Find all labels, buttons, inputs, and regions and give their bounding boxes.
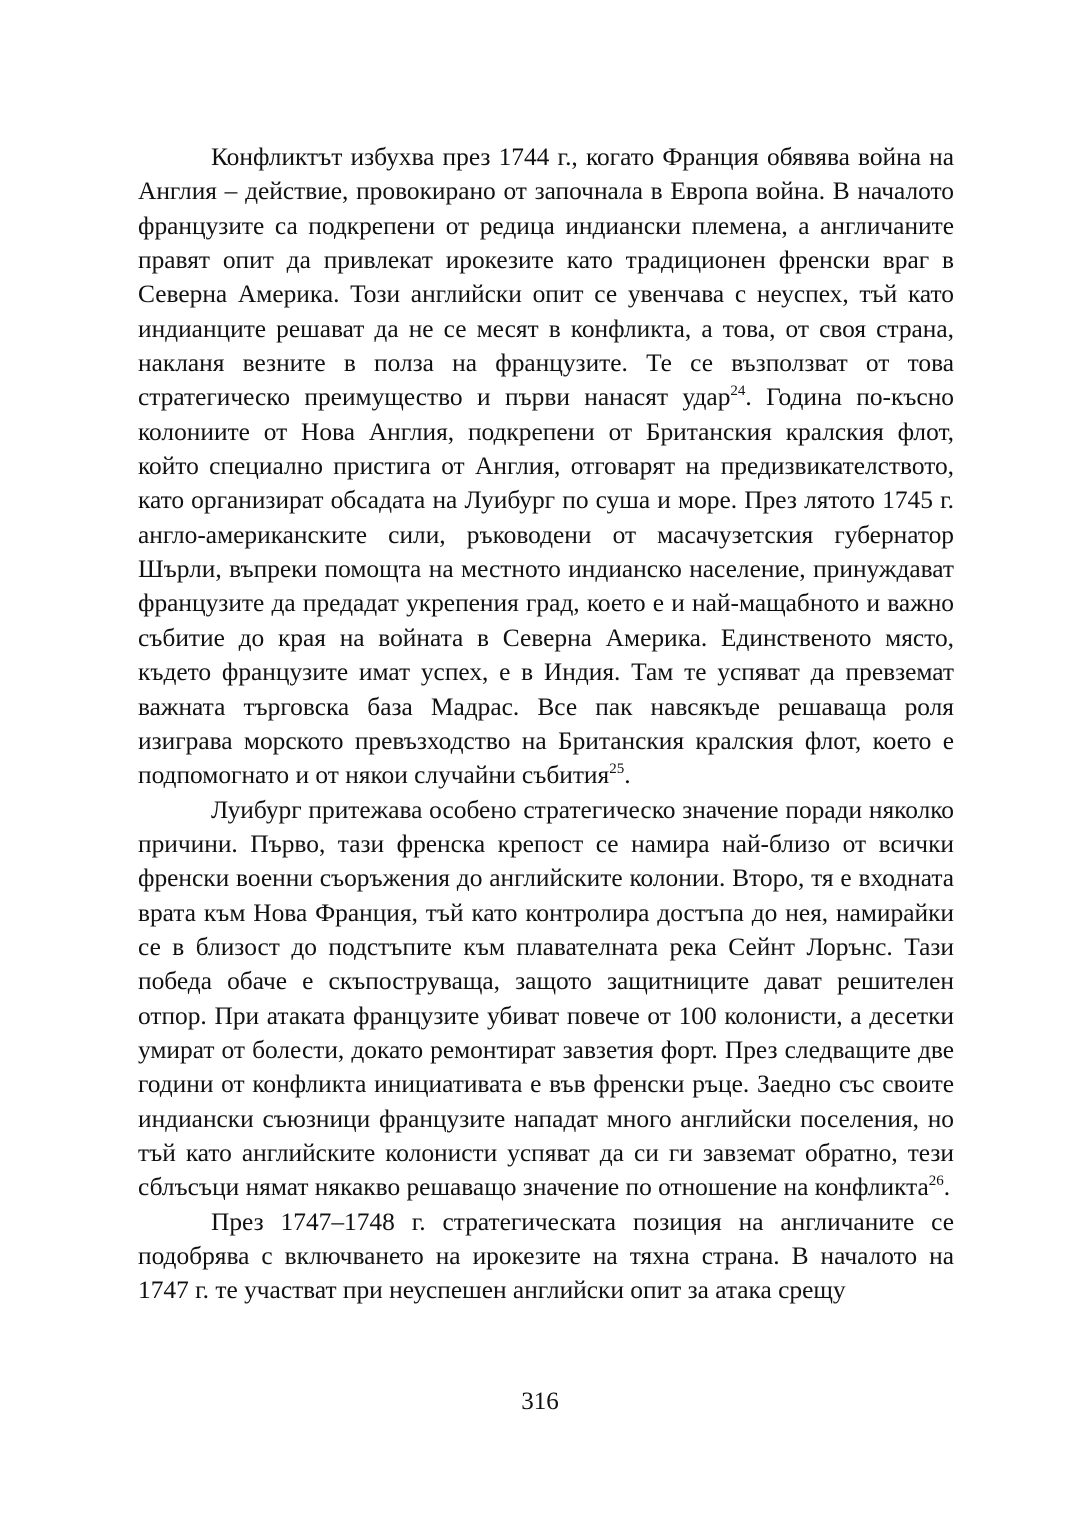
paragraph-text: Луибург притежава особено стратегическо значение поради няколко причини. Първо, тази френска крепост се намира най-близо от всички френски военни съоръжения до английските колонии. Второ, тя е входната врата към Нова Франция, тъй като контролира достъпа до нея, намирайки се в близост до подстъпите към плавателната река Сейнт Лорънс. Тази победа обаче е скъпоструваща, защото защитниците дават решителен отпор. При атаката французите убиват повече от 100 колонисти, а десетки умират от болести, докато ремонтират завзетия форт. През следващите две години от конфликта инициативата е във френски ръце. Заедно със своите индиански съюзници французите нападат много английски поселения, но тъй като английските колонисти успяват да си ги завземат обратно, тези сблъсъци нямат някакво решаващо значение по отношение на конфликта (138, 795, 954, 1202)
footnote-ref-26[interactable]: 26 (928, 1173, 944, 1190)
paragraph-2 (138, 793, 954, 1205)
paragraph-text: През 1747–1748 г. стратегическата позиция на англичаните се подобрява с включването на ирокезите на тяхна страна. В началото на 1747 г. те участват при неуспешен английски опит за атака срещу (138, 1207, 954, 1305)
page-number: 316 (521, 1388, 559, 1415)
footnote-ref-25[interactable]: 25 (609, 761, 625, 778)
paragraph-3 (138, 1205, 954, 1308)
paragraph-1 (138, 140, 954, 793)
paragraph-text: . Година по-късно колониите от Нова Англия, подкрепени от Британския кралския флот, който специално пристига от Англия, отговарят на предизвикателството, като организират обсадата на Луибург по суша и море. През лятото 1745 г. англо-американските сили, ръководени от масачузетския губернатор Шърли, въпреки помощта на местното индианско население, принуждават французите да предадат укрепения град, което е и най-мащабното и важно събитие до края на войната в Северна Америка. Единственото място, където французите имат успех, е в Индия. Там те успяват да превземат важната търговска база Мадрас. Все пак навсякъде решаваща роля изиграва морското превъзходство на Британския кралския флот, което е подпомогнато и от някои случайни събития (138, 383, 954, 790)
paragraph-text: Конфликтът избухва през 1744 г., когато Франция обявява война на Англия – действие, провокирано от започнала в Европа война. В началото французите са подкрепени от редица индиански племена, а англичаните правят опит да привлекат ирокезите като традиционен френски враг в Северна Америка. Този английски опит се увенчава с неуспех, тъй като индианците решават да не се месят в конфликта, а това, от своя страна, накланя везните в полза на французите. Те се възползват от това стратегическо преимущество и първи нанасят удар (138, 143, 954, 412)
page-body (138, 140, 954, 1308)
footnote-ref-24[interactable]: 24 (730, 383, 746, 400)
paragraph-text: . (624, 761, 631, 790)
paragraph-text: . (943, 1173, 951, 1202)
